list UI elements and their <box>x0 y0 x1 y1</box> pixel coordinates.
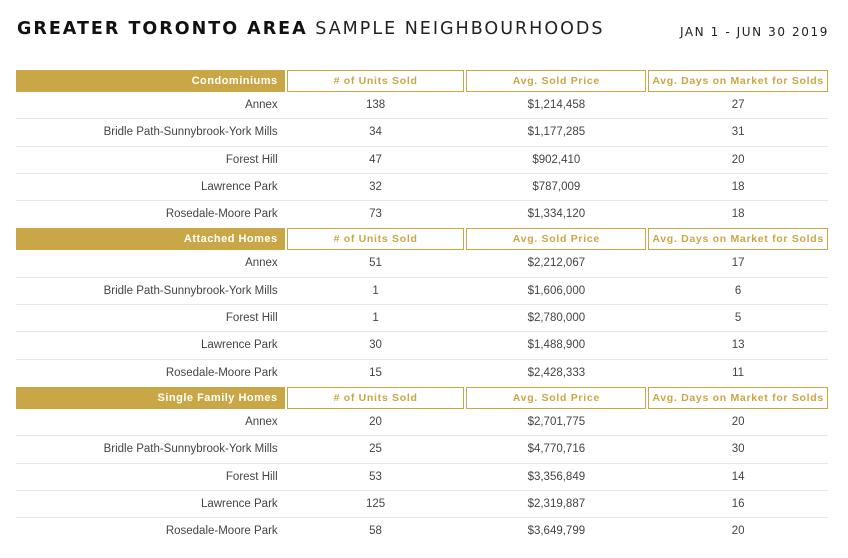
section-header <box>16 70 828 92</box>
section-header <box>16 387 828 409</box>
table-row <box>16 360 828 387</box>
avg-days: 14 <box>731 470 745 483</box>
section-category: Attached Homes <box>16 228 285 250</box>
section-attached-homes <box>16 228 828 386</box>
neighbourhood-name: Forest Hill <box>225 470 278 483</box>
avg-days: 27 <box>731 99 745 111</box>
section-category: Single Family Homes <box>16 387 285 409</box>
table-row <box>16 174 828 201</box>
col-header-units: # of Units Sold <box>287 387 465 409</box>
col-header-days: Avg. Days on Market for Solds <box>648 387 828 409</box>
neighbourhood-name: Lawrence Park <box>200 180 278 193</box>
avg-price: $4,770,716 <box>527 443 586 456</box>
avg-days: 5 <box>734 312 742 325</box>
units-sold: 20 <box>369 415 382 428</box>
col-header-units: # of Units Sold <box>287 228 465 250</box>
avg-price: $3,356,849 <box>527 470 586 483</box>
neighbourhood-name: Lawrence Park <box>200 339 278 352</box>
section-header <box>16 228 828 250</box>
table-row <box>16 147 828 174</box>
units-sold: 1 <box>372 312 379 325</box>
col-header-units: # of Units Sold <box>287 70 465 92</box>
neighbourhood-name: Rosedale-Moore Park <box>165 525 278 538</box>
neighbourhood-name: Bridle Path-Sunnybrook-York Mills <box>103 443 278 456</box>
neighbourhood-name: Forest Hill <box>225 312 278 325</box>
col-header-price: Avg. Sold Price <box>466 387 646 409</box>
table-row <box>16 518 828 545</box>
units-sold: 25 <box>369 443 382 456</box>
avg-days: 18 <box>731 180 745 193</box>
units-sold: 73 <box>369 208 382 221</box>
avg-price: $2,780,000 <box>527 312 586 325</box>
col-header-days: Avg. Days on Market for Solds <box>648 228 828 250</box>
avg-days: 20 <box>731 153 745 166</box>
avg-days: 31 <box>731 126 745 139</box>
avg-days: 18 <box>731 208 745 221</box>
title-light: SAMPLE NEIGHBOURHOODS <box>315 19 605 39</box>
neighbourhood-name: Annex <box>245 257 278 270</box>
table-row <box>16 250 828 277</box>
date-range: JAN 1 - JUN 30 2019 <box>679 25 829 39</box>
table-row <box>16 119 828 146</box>
table-row <box>16 436 828 463</box>
avg-price: $1,177,285 <box>527 126 586 139</box>
avg-days: 13 <box>731 339 745 352</box>
table-row <box>16 332 828 359</box>
avg-price: $787,009 <box>532 180 581 193</box>
col-header-days: Avg. Days on Market for Solds <box>648 70 828 92</box>
units-sold: 30 <box>369 339 382 352</box>
table-row <box>16 201 828 228</box>
units-sold: 1 <box>372 284 379 297</box>
table-row <box>16 464 828 491</box>
col-header-price: Avg. Sold Price <box>466 228 646 250</box>
table-row <box>16 491 828 518</box>
col-header-price: Avg. Sold Price <box>466 70 646 92</box>
avg-days: 17 <box>731 257 745 270</box>
units-sold: 47 <box>369 153 382 166</box>
avg-days: 6 <box>734 284 742 297</box>
avg-price: $1,606,000 <box>527 284 586 297</box>
avg-price: $3,649,799 <box>527 525 586 538</box>
units-sold: 53 <box>369 470 382 483</box>
avg-price: $902,410 <box>532 153 581 166</box>
avg-price: $2,212,067 <box>527 257 586 270</box>
units-sold: 15 <box>369 366 382 379</box>
avg-days: 16 <box>731 497 745 510</box>
section-condominiums <box>16 70 828 228</box>
neighbourhood-name: Bridle Path-Sunnybrook-York Mills <box>103 126 278 139</box>
neighbourhood-name: Lawrence Park <box>200 497 278 510</box>
units-sold: 51 <box>369 257 382 270</box>
neighbourhood-name: Annex <box>245 99 278 111</box>
sales-table <box>16 70 828 545</box>
table-row <box>16 92 828 119</box>
avg-days: 20 <box>731 525 745 538</box>
table-row <box>16 305 828 332</box>
title-bold: GREATER TORONTO AREA <box>17 19 308 39</box>
avg-days: 20 <box>731 415 745 428</box>
neighbourhood-name: Annex <box>245 415 278 428</box>
neighbourhood-name: Bridle Path-Sunnybrook-York Mills <box>103 284 278 297</box>
page-header <box>17 16 829 46</box>
avg-price: $2,319,887 <box>527 497 586 510</box>
avg-days: 30 <box>731 443 745 456</box>
avg-days: 11 <box>732 366 745 379</box>
avg-price: $1,334,120 <box>527 208 586 221</box>
units-sold: 125 <box>365 497 386 510</box>
units-sold: 138 <box>365 99 386 111</box>
avg-price: $2,428,333 <box>527 366 586 379</box>
avg-price: $2,701,775 <box>527 415 586 428</box>
section-single-family-homes <box>16 387 828 545</box>
units-sold: 34 <box>369 126 382 139</box>
section-category: Condominiums <box>16 70 285 92</box>
table-row <box>16 409 828 436</box>
neighbourhood-name: Rosedale-Moore Park <box>165 366 278 379</box>
neighbourhood-name: Rosedale-Moore Park <box>165 208 278 221</box>
neighbourhood-name: Forest Hill <box>225 153 278 166</box>
units-sold: 58 <box>369 525 382 538</box>
avg-price: $1,488,900 <box>527 339 586 352</box>
avg-price: $1,214,458 <box>527 99 586 111</box>
units-sold: 32 <box>369 180 382 193</box>
page-title <box>17 19 604 39</box>
table-row <box>16 278 828 305</box>
